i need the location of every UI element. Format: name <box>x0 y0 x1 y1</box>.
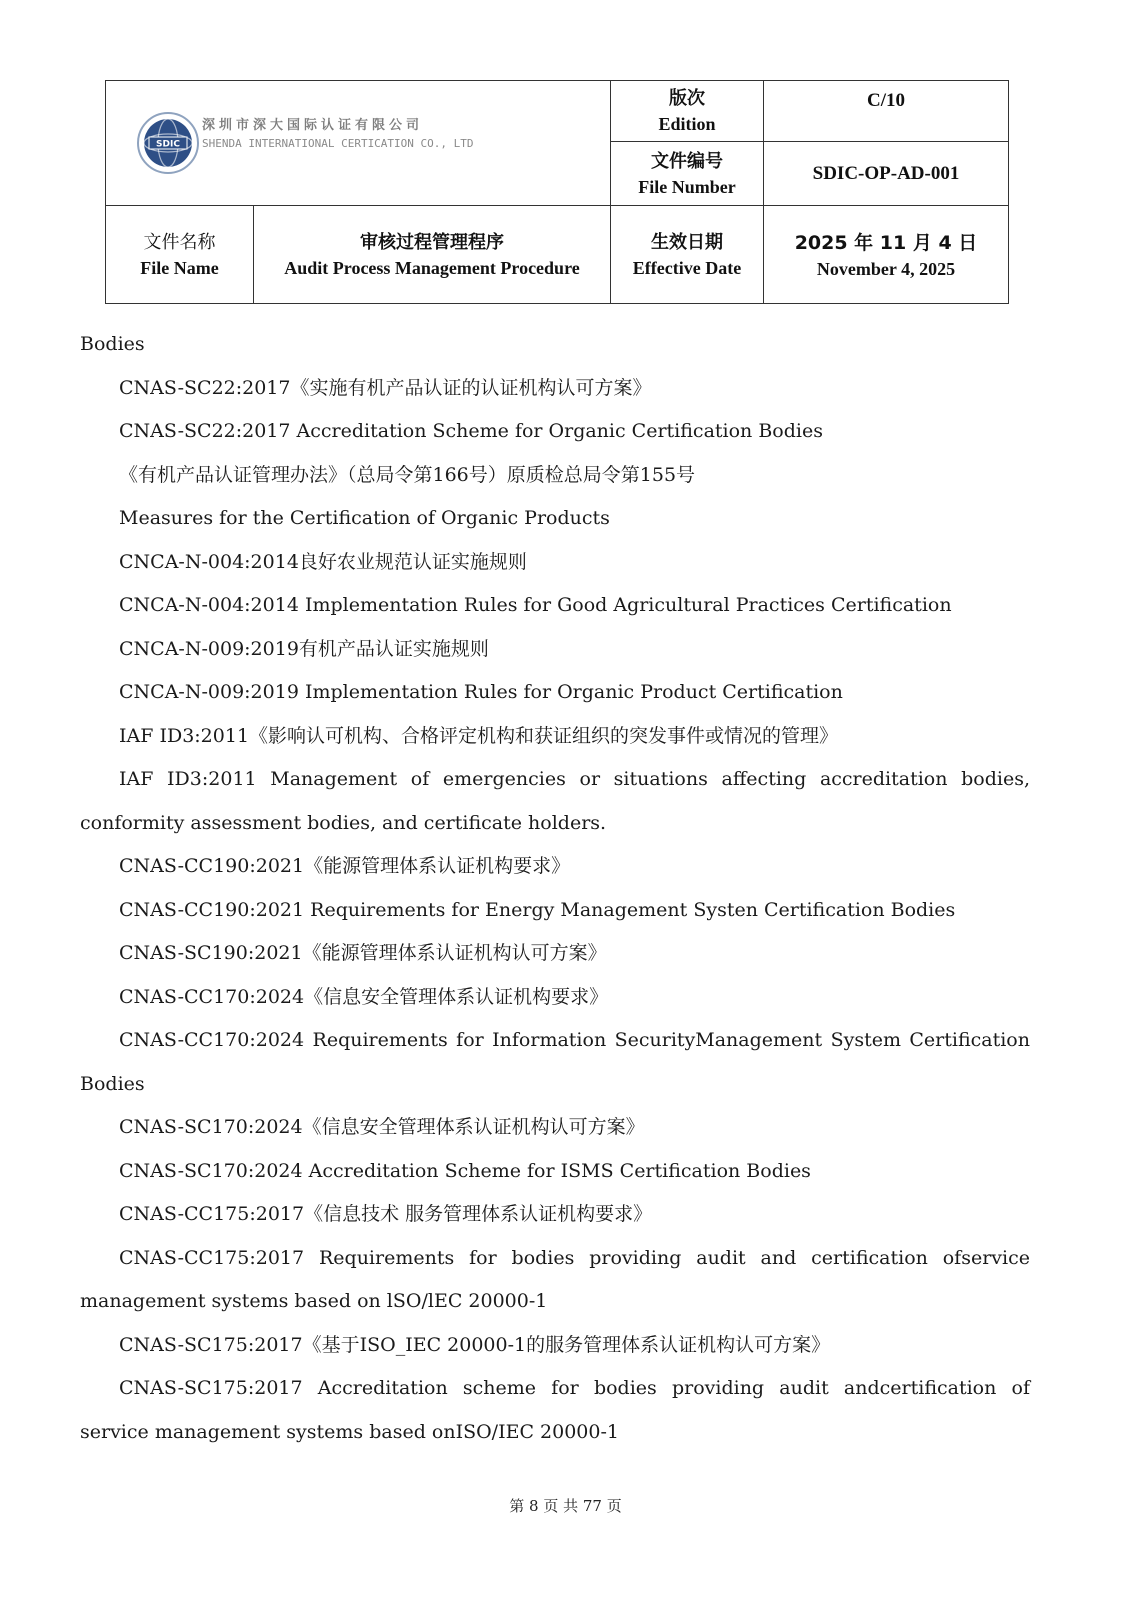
company-name-cn: 深圳市深大国际认证有限公司 <box>202 118 424 133</box>
logo-text: SDIC <box>156 139 180 150</box>
page-number-footer: 第 8 页 共 77 页 <box>509 1497 622 1515</box>
body-line: CNAS-SC170:2024《信息安全管理体系认证机构认可方案》 <box>119 1116 645 1138</box>
body-line: CNCA-N-004:2014 Implementation Rules for Good Agricultural Practices Certification <box>119 594 952 616</box>
file-name-label-cell <box>106 206 254 304</box>
edition-label-cn: 版次 <box>669 88 705 109</box>
file-number-value: SDIC-OP-AD-001 <box>812 162 960 184</box>
body-line: IAF ID3:2011 Management of emergencies or situations affecting accreditation bodies, <box>119 768 1030 790</box>
body-line: CNCA-N-009:2019 Implementation Rules for Organic Product Certification <box>119 681 843 703</box>
body-line: CNAS-CC170:2024《信息安全管理体系认证机构要求》 <box>119 985 609 1008</box>
effective-date-label-cn: 生效日期 <box>651 231 723 253</box>
body-line: CNAS-CC175:2017《信息技术 服务管理体系认证机构要求》 <box>119 1203 653 1225</box>
body-line: IAF ID3:2011《影响认可机构、合格评定机构和获证组织的突发事件或情况的管理》 <box>119 724 839 747</box>
body-line: Bodies <box>80 333 145 355</box>
file-name-label-en: File Name <box>140 257 219 278</box>
file-number-label-en: File Number <box>638 176 736 197</box>
body-line: CNAS-SC190:2021《能源管理体系认证机构认可方案》 <box>119 942 607 964</box>
body-line: conformity assessment bodies, and certificate holders. <box>80 811 607 834</box>
body-line: Measures for the Certification of Organic Products <box>119 507 610 529</box>
effective-date-label-en: Effective Date <box>632 257 742 278</box>
company-name-en: SHENDA INTERNATIONAL CERTICATION CO., LTD <box>202 137 474 150</box>
effective-date-value-cell <box>764 206 1009 304</box>
body-line: CNAS-SC22:2017《实施有机产品认证的认证机构认可方案》 <box>119 376 652 399</box>
edition-label-en: Edition <box>658 114 716 134</box>
body-line: 《有机产品认证管理办法》（总局令第166号）原质检总局令第155号 <box>119 463 696 486</box>
document-header-table <box>105 80 1009 304</box>
body-line: Bodies <box>80 1072 145 1095</box>
body-line: CNAS-SC170:2024 Accreditation Scheme for ISMS Certification Bodies <box>119 1159 811 1182</box>
effective-date-en: November 4, 2025 <box>816 258 956 279</box>
company-logo-cell <box>106 81 611 206</box>
body-line: CNCA-N-004:2014良好农业规范认证实施规则 <box>119 550 527 573</box>
body-line: CNAS-SC175:2017 Accreditation scheme for bodies providing audit andcertification of <box>119 1377 1030 1399</box>
sdic-logo-icon <box>136 111 200 175</box>
body-line: service management systems based onISO/IEC 20000-1 <box>80 1420 619 1443</box>
file-number-label-cn: 文件编号 <box>651 150 723 172</box>
document-title-cn: 审核过程管理程序 <box>360 231 504 253</box>
file-number-label-cell <box>611 142 764 206</box>
file-name-label-cn: 文件名称 <box>143 231 216 253</box>
body-line: CNAS-CC190:2021 Requirements for Energy Management Systen Certification Bodies <box>119 898 956 921</box>
edition-value-cell <box>764 81 1009 142</box>
effective-date-cn: 2025 年 11 月 4 日 <box>794 231 978 254</box>
body-line: CNAS-SC175:2017《基于ISO_IEC 20000-1的服务管理体系认证机构认可方案》 <box>119 1333 831 1356</box>
file-number-value-cell <box>764 142 1009 206</box>
body-line: CNAS-CC190:2021《能源管理体系认证机构要求》 <box>119 855 571 877</box>
edition-label-cell <box>611 81 764 142</box>
effective-date-label-cell <box>611 206 764 304</box>
body-line: CNAS-SC22:2017 Accreditation Scheme for Organic Certification Bodies <box>119 420 823 442</box>
body-line: CNCA-N-009:2019有机产品认证实施规则 <box>119 637 489 660</box>
document-title-cell <box>254 206 611 304</box>
body-line: management systems based on lSO/lEC 20000-1 <box>80 1290 548 1312</box>
document-body <box>80 323 1030 1454</box>
document-title-en: Audit Process Management Procedure <box>284 257 580 278</box>
body-line: CNAS-CC170:2024 Requirements for Information SecurityManagement System Certification <box>119 1029 1030 1051</box>
body-line: CNAS-CC175:2017 Requirements for bodies providing audit and certification ofservice <box>119 1246 1030 1269</box>
edition-value: C/10 <box>867 90 905 111</box>
